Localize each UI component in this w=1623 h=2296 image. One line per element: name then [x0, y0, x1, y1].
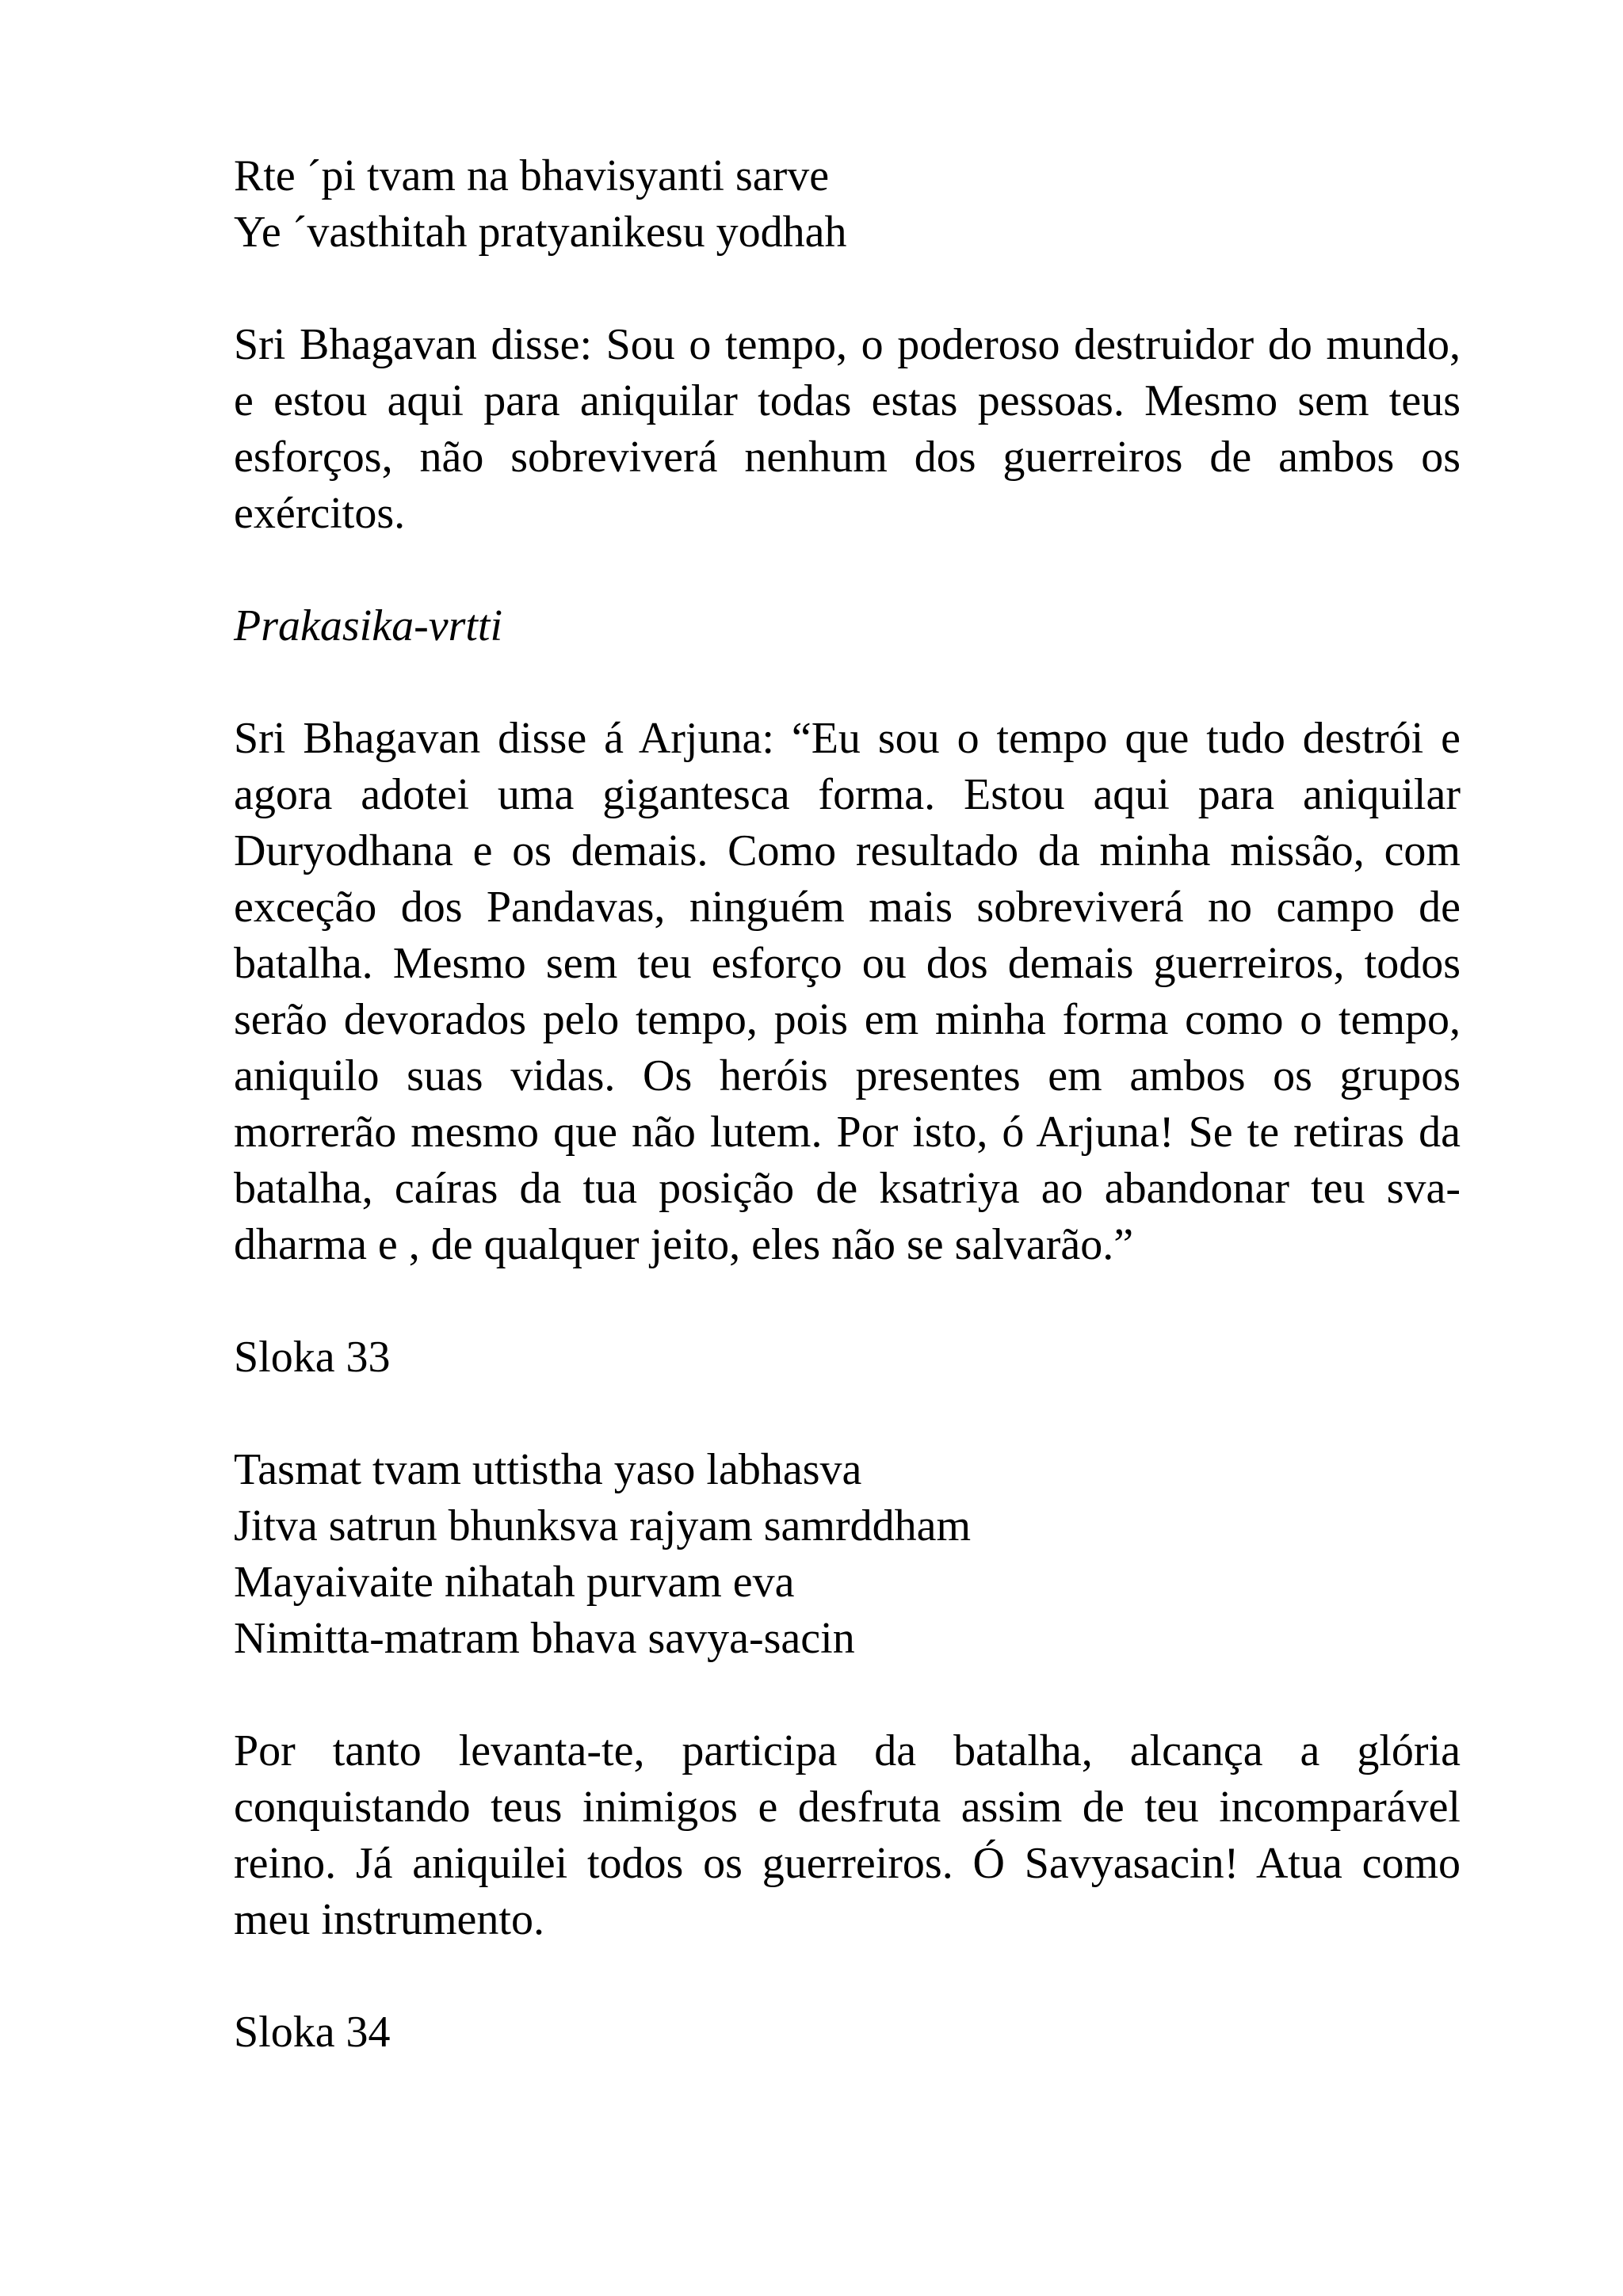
verse-33 [234, 1442, 1461, 1667]
sloka-33-heading: Sloka 33 [234, 1333, 391, 1382]
verse-line: Mayaivaite nihatah purvam eva [234, 1558, 795, 1607]
translation-paragraph: Sri Bhagavan disse: Sou o tempo, o poderoso destruidor do mundo, e estou aqui para aniquilar todas estas pessoas. Mesmo sem teus esforços, não sobreviverá nenhum dos guerreiros de ambos os exércitos. [234, 320, 1461, 538]
commentary-paragraph: Sri Bhagavan disse á Arjuna: “Eu sou o tempo que tudo destrói e agora adotei uma gigantesca forma. Estou aqui para aniquilar Duryodhana e os demais. Como resultado da minha missão, com exceção dos Pandavas, ninguém mais sobreviverá no campo de batalha. Mesmo sem teu esforço ou dos demais guerreiros, todos serão devorados pelo tempo, pois em minha forma como o tempo, aniquilo suas vidas. Os heróis presentes em ambos os grupos morrerão mesmo que não lutem. Por isto, ó Arjuna! Se te retiras da batalha, caíras da tua posição de ksatriya ao abandonar teu sva-dharma e , de qualquer jeito, eles não se salvarão.” [234, 714, 1461, 1269]
verse-line: Rte ´pi tvam na bhavisyanti sarve [234, 151, 830, 200]
document-page [234, 148, 1461, 2117]
verse-line: Nimitta-matram bhava savya-sacin [234, 1614, 855, 1663]
verse-top [234, 148, 1461, 261]
sloka-34-heading: Sloka 34 [234, 2008, 391, 2057]
commentary-heading: Prakasika-vrtti [234, 601, 503, 650]
verse-line: Jitva satrun bhunksva rajyam samrddham [234, 1501, 972, 1550]
translation-paragraph: Por tanto levanta-te, participa da batalha, alcança a glória conquistando teus inimigos e desfruta assim de teu incomparável reino. Já aniquilei todos os guerreiros. Ó Savyasacin! Atua como meu instrumento. [234, 1726, 1461, 1944]
verse-line: Tasmat tvam uttistha yaso labhasva [234, 1445, 862, 1494]
verse-line: Ye ´vasthitah pratyanikesu yodhah [234, 208, 847, 257]
